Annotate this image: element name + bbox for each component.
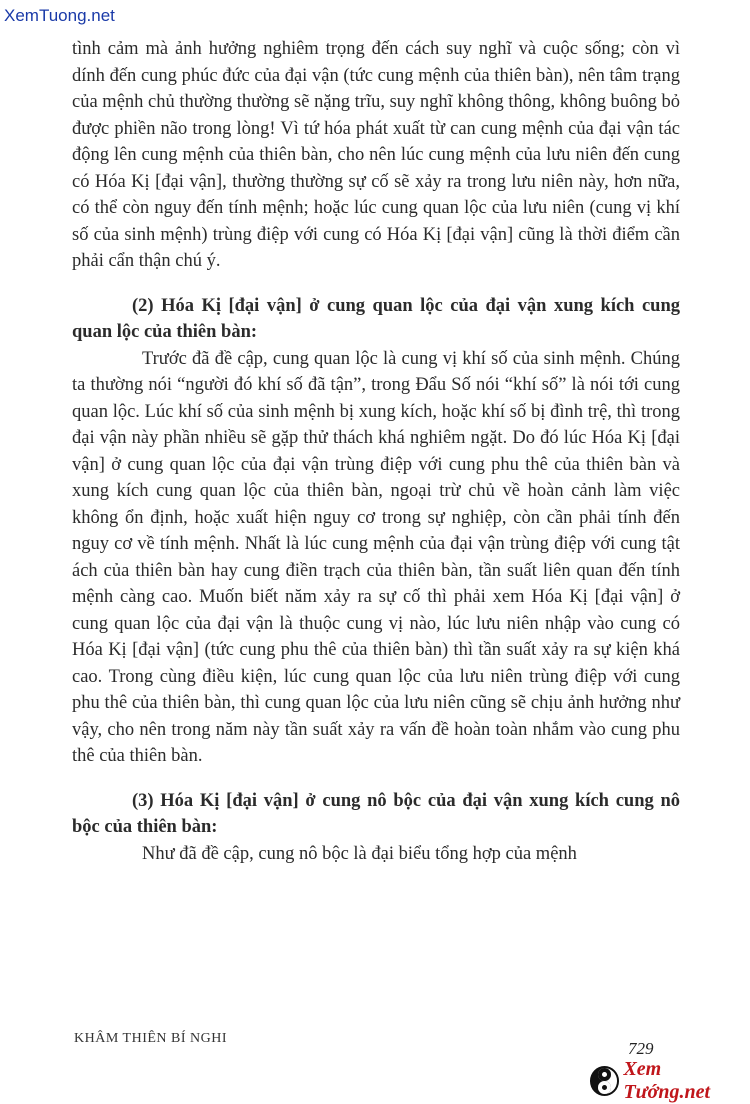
book-title-footer: KHÂM THIÊN BÍ NGHI [74,1031,228,1046]
section-body-3: Như đã đề cập, cung nô bộc là đại biểu tổng hợp của mệnh [142,843,577,864]
section-body-2: Trước đã đề cập, cung quan lộc là cung vị khí số của sinh mệnh. Chúng ta thường nói “người đó khí số đã tận”, trong Đẩu Số nói “khí số” là nói tới cung quan lộc. Lúc khí số của sinh mệnh bị xung kích, hoặc khí số bị đình trệ, thì trong đại vận này phần nhiều sẽ gặp thử thách khá nghiêm ngặt. Do đó lúc Hóa Kị [đại vận] ở cung quan lộc của đại vận trùng điệp với cung phu thê của thiên bàn và xung kích cung quan lộc của thiên bàn, ngoại trừ chủ về hoàn cảnh làm việc không ổn định, hoặc xuất hiện nguy cơ trong sự nghiệp, còn cần phải tính đến nguy cơ về tính mệnh. Nhất là lúc cung mệnh của đại vận trùng điệp với cung tật ách của thiên bàn hay cung điền trạch của thiên bàn, tần suất liên quan đến tính mệnh càng cao. Muốn biết năm xảy ra sự cố thì phải xem Hóa Kị [đại vận] ở cung quan lộc của đại vận là thuộc cung vị nào, lúc lưu niên nhập vào cung có Hóa Kị [đại vận] (tức cung phu thê của thiên bàn) thì tần suất xảy ra sự kiện khá cao. Trong cùng điều kiện, lúc cung quan lộc của lưu niên trùng điệp với cung phu thê của thiên bàn, thì cung quan lộc của lưu niên cũng sẽ chịu ảnh hưởng như vậy, cho nên trong năm này tần suất xảy ra vấn đề hoàn toàn nhắm vào cung phu thê của thiên bàn. [72,348,680,766]
page-body [72,36,680,867]
watermark-top: XemTuong.net [4,6,115,25]
logo-text: Xem Tướng.net [623,1058,711,1103]
paragraph-continuation: tình cảm mà ảnh hưởng nghiêm trọng đến cách suy nghĩ và cuộc sống; còn vì dính đến cung phúc đức của đại vận (tức cung mệnh của thiên bàn), nên tâm trạng của mệnh chủ thường thường sẽ nặng trĩu, suy nghĩ không thông, không buông bỏ được phiền não trong lòng! Vì tứ hóa phát xuất từ can cung mệnh của đại vận tác động lên cung mệnh của thiên bàn, cho nên lúc cung mệnh của lưu niên đến cung có Hóa Kị [đại vận], thường thường sự cố sẽ xảy ra trong lưu niên này, hơn nữa, có thể còn nguy đến tính mệnh; hoặc lúc cung quan lộc của lưu niên (cung vị khí số của sinh mệnh) trùng điệp với cung có Hóa Kị [đại vận] cũng là thời điểm cần phải cẩn thận chú ý. [72,39,680,271]
section-heading-2: (2) Hóa Kị [đại vận] ở cung quan lộc của đại vận xung kích cung quan lộc của thiên bàn: [72,295,680,342]
yin-yang-icon [590,1066,619,1096]
section-heading-3: (3) Hóa Kị [đại vận] ở cung nô bộc của đại vận xung kích cung nô bộc của thiên bàn: [72,790,680,837]
site-logo [590,1058,750,1104]
page-number: 729 [628,1039,654,1058]
